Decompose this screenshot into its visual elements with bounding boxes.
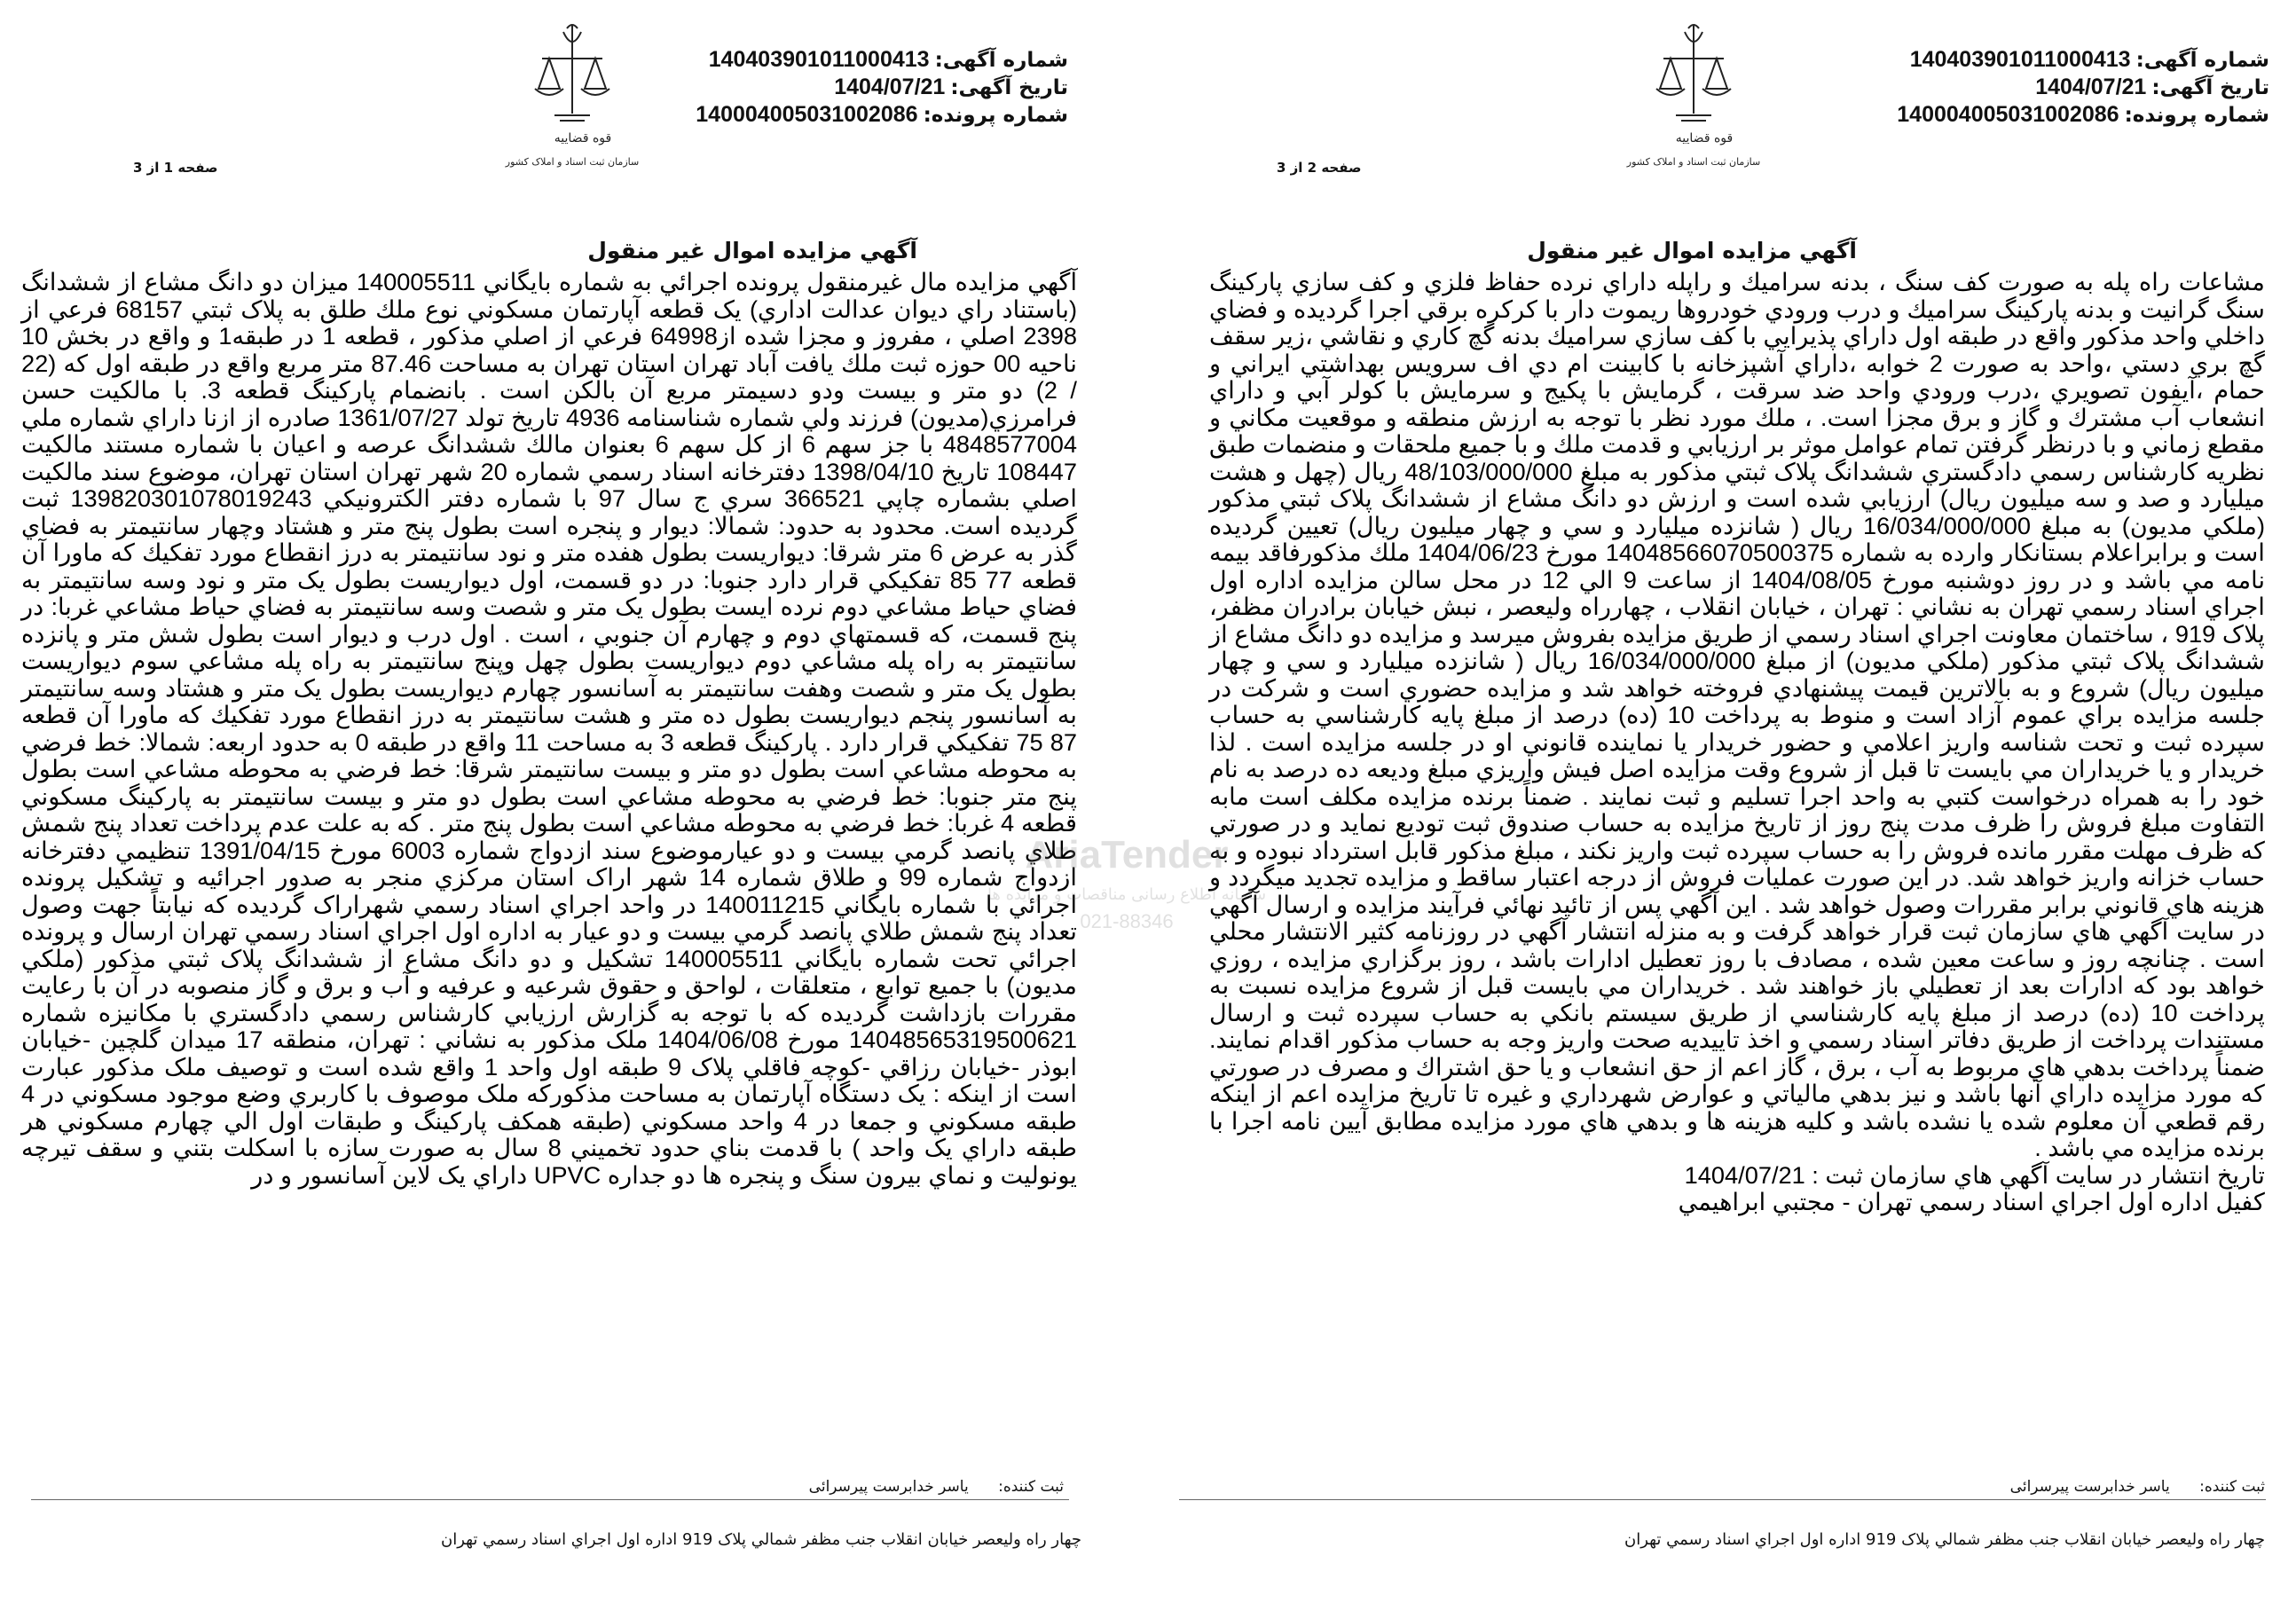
emblem-line2: سازمان ثبت اسناد و املاک کشور [1626,156,1761,168]
footer-address: چهار راه وليعصر خيابان انقلاب جنب مظفر شمالي پلاک 919 اداره اول اجراي اسناد رسمي تهران [440,1530,1081,1549]
footer-address: چهار راه وليعصر خيابان انقلاب جنب مظفر شمالي پلاک 919 اداره اول اجراي اسناد رسمي تهران [1624,1530,2265,1549]
notice-body-text: مشاعات راه پله به صورت كف سنگ ، بدنه سراميك و راپله داراي نرده حفاظ فلزي و كف سازي پاركينگ سنگ گرانيت و بدنه پاركينگ سراميك و درب ورودي خودروها ريموت دار با كركره برقي اجرا گرديده و فضاي داخلي واحد مذكور واقع در طبقه اول داراي پذيرايي با كف سازي سراميك بدنه گچ كاري و نقاشي ،زير سقف گچ بري دستي ،واحد به صورت 2 خوابه ،داراي آشپزخانه با كابينت ام دي اف سرويس بهداشتي ايراني و حمام ،آيفون تصويري ،درب ورودي واحد ضد سرقت ، گرمايش با پكيج و سرمايش با كولر آبي و داراي انشعاب آب مشترك و گاز و برق مجزا است. ، ملك مورد نظر با توجه به ارزش منطقه و موقعيت مكاني و مقطع زماني و با درنظر گرفتن تمام عوامل موثر بر ارزيابي و قدمت ملك و با جميع ملحقات و منضمات طبق نظريه كارشناس رسمي دادگستري ششدانگ پلاک ثبتي مذکور به مبلغ 48/103/000/000 ريال (چهل و هشت ميليارد و صد و سه ميليون ريال) ارزيابي شده است و ارزش دو دانگ مشاع از ششدانگ پلاک ثبتي مذکور (ملکي مديون) به مبلغ 16/034/000/000 ريال ( شانزده ميليارد و سي و چهار ميليون ريال) تعيين گرديده است و برابراعلام بستانكار وارده به شماره 14048566070500375 مورخ 1404/06/23 ملك مذكورفاقد بيمه نامه مي باشد و در روز دوشنبه مورخ 1404/08/05 از ساعت 9 الي 12 در محل سالن مزايده اداره اول اجراي اسناد رسمي تهران به نشاني : تهران ، خيابان انقلاب ، چهارراه وليعصر ، نبش خيابان برادران مظفر، پلاک 919 ، ساختمان معاونت اجراي اسناد رسمي از طريق مزايده بفروش ميرسد و مزايده دو دانگ مشاع از ششدانگ پلاک ثبتي مذکور (ملکي مديون) از مبلغ 16/034/000/000 ريال ( شانزده ميليارد و سي و چهار ميليون ريال) شروع و به بالاترين قيمت پيشنهادي فروخته خواهد شد و مزايده حضوري است و شركت در جلسه مزايده براي عموم آزاد است و منوط به پرداخت 10 (ده) درصد از مبلغ پايه كارشناسي به حساب سپرده ثبت و تحت شناسه واريز اعلامي و حضور خريدار يا نماينده قانوني او در جلسه مزايده است . لذا خريدار و يا خريداران مي بايست تا قبل از شروع وقت مزايده اصل فيش واريزي مبلغ وديعه ده درصد به نام خود را به همراه درخواست كتبي به واحد اجرا تسليم و ثبت نمايند . ضمناً برنده مزايده مكلف است مابه التفاوت مبلغ فروش را ظرف مدت پنج روز از تاريخ مزايده به حساب صندوق ثبت توديع نمايد و در صورتي كه ظرف مهلت مقرر مانده فروش را به حساب سپرده ثبت واريز نكند ، مبلغ مذكور قابل استرداد نبوده و به حساب خزانه واريز خواهد شد. در اين صورت عمليات فروش از درجه اعتبار ساقط و مزايده تجديد ميگردد و هزينه هاي قانوني برابر مقررات وصول خواهد شد . اين آگهي پس از تائيد نهائي فرآيند مزايده و ارسال آگهي در سايت آگهي هاي سازمان ثبت قرار خواهد گرفت و به منزله انتشار آگهي در روزنامه كثير الانتشار محلي است . چنانچه روز و ساعت معين شده ، مصادف با روز تعطيل ادارات باشد ، روز برگزاري مزايده ، روزي خواهد بود كه ادارات بعد از تعطيلي باز خواهند شد . خريداران مي بايست قبل از شروع مزايده نسبت به پرداخت 10 (ده) درصد از مبلغ پايه كارشناسي از طريق سيستم بانكي به حساب سپرده ثبت و ارسال مستندات پرداخت از طريق دفاتر اسناد رسمي و اخذ تاييديه صحت واريز وجه به حساب مذكور اقدام نمايند. ضمناً پرداخت بدهي هاي مربوط به آب ، برق ، گاز اعم از حق انشعاب و يا حق اشتراك و مصرف در صورتي كه مورد مزايده داراي آنها باشد و نيز بدهي مالياتي و عوارض شهرداري و غيره تا تاريخ مزايده اعم از اينكه رقم قطعي آن معلوم شده يا نشده باشد و كليه هزينه ها و بدهي هاي مورد مزايده مطابق آيين نامه اجرا با برنده مزايده مي باشد . [1209,268,2266,1161]
closing-line-publish-date: تاريخ انتشار در سايت آگهي هاي سازمان ثبت : 1404/07/21 [1684,1160,2265,1189]
footer-divider [1179,1499,2266,1500]
emblem-line1: قوه قضاییه [1675,131,1734,145]
meta-value: 140004005031002086 [696,102,918,127]
notice-title: آگهي مزايده اموال غير منقول [1527,238,1857,263]
meta-label: شماره پرونده: [923,104,1068,127]
watermark-line: سامانه اطلاع رسانی مناقصات و مزایده ها [987,885,1267,904]
notice-body-text: آگهي مزايده مال غيرمنقول پرونده اجرائي به شماره بايگاني 140005511 ميزان دو دانگ مشاع از ششدانگ (باستناد راي ديوان عدالت اداري) يک قطعه آپارتمان مسكوني نوع ملك طلق به پلاک ثبتي 68157 فرعي از 2398 اصلي ، مفروز و مجزا شده از64998 فرعي از اصلي مذكور ، قطعه 1 در طبقه1 و واقع در بخش 10 ناحيه 00 حوزه ثبت ملك يافت آباد تهران استان تهران به مساحت 87.46 متر مربع واقع در طبقه اول كه (22 / 2) دو متر و بيست ودو دسيمتر مربع آن بالكن است . بانضمام پاركينگ قطعه 3. با مالكيت حسن فرامرزي(مديون) فرزند ولي شماره شناسنامه 4936 تاريخ تولد 1361/07/27 صادره از ازنا داراي شماره ملي 4848577004 با جز سهم 6 از كل سهم 6 بعنوان مالك ششدانگ عرصه و اعيان با شماره مستند مالكيت 108447 تاريخ 1398/04/10 دفترخانه اسناد رسمي شماره 20 شهر تهران استان تهران، موضوع سند مالكيت اصلي بشماره چاپي 366521 سري ج سال 97 با شماره دفتر الكترونيكي 139820301078019243 ثبت گرديده است. محدود به حدود: شمالا: ديوار و پنجره است بطول پنج متر و هشتاد وچهار سانتيمتر به فضاي گذر به عرض 6 متر شرقا: ديواريست بطول هفده متر و نود سانتيمتر به درز انقطاع مورد تفكيك كه ماورا آن قطعه 77 85 تفكيكي قرار دارد جنوبا: در دو قسمت، اول ديواريست بطول يک متر و نود وسه سانتيمتر به فضاي حياط مشاعي دوم نرده ايست بطول يک متر و شصت وسه سانتيمتر به فضاي حياط مشاعي غربا: در پنج قسمت، كه قسمتهاي دوم و چهارم آن جنوبي ، است . اول درب و ديوار است بطول شش متر و پانزده سانتيمتر به راه پله مشاعي دوم ديواريست بطول چهل وپنج سانتيمتر به راه پله مشاعي سوم ديواريست بطول يک متر و شصت وهفت سانتيمتر به آسانسور چهارم ديواريست بطول يک متر و هشتاد وسه سانتيمتر به آسانسور پنجم ديواريست بطول ده متر و هشت سانتيمتر به درز انقطاع مورد تفكيك كه ماورا آن قطعه 87 75 تفكيكي قرار دارد . پاركينگ قطعه 3 به مساحت 11 واقع در طبقه 0 به حدود اربعه: شمالا: خط فرضي به محوطه مشاعي است بطول دو متر و بيست سانتيمتر شرقا: خط فرضي به محوطه مشاعي است بطول پنج متر جنوبا: خط فرضي به محوطه مشاعي است بطول دو متر و بيست سانتيمتر به پاركينگ مسكوني قطعه 4 غربا: خط فرضي به محوطه مشاعي است بطول پنج متر . كه به علت عدم پرداخت تعداد پنج شمش طلاي پانصد گرمي بيست و دو عيارموضوع سند ازدواج شماره 6003 مورخ 1391/04/15 تنظيمي دفترخانه ازدواج شماره 99 و طلاق شماره 14 شهر اراک استان مركزي منجر به صدور اجرائيه و تشكيل پرونده اجرائي با شماره بايگاني 140011215 در واحد اجراي اسناد رسمي شهراراک گرديده كه نيابتاً جهت وصول تعداد پنج شمش طلاي پانصد گرمي بيست و دو عيار به اداره اول اجراي اسناد رسمي تهران ارسال و پرونده اجرائي تحت شماره بايگاني 140005511 تشكيل و دو دانگ مشاع از ششدانگ پلاک ثبتي مذکور (ملکي مديون) با جميع توابع ، متعلقات ، لواحق و حقوق شرعيه و عرفيه و آب و برق و گاز منصوبه در آن با رعايت مقررات بازداشت گرديده كه با توجه به گزارش ارزيابي كارشناس رسمي دادگستري با مكانيزه شماره 14048565319500621 مورخ 1404/06/08 ملک مذکور به نشاني : تهران، منطقه 17 ميدان گلچين -خيابان ابوذر -خيابان رزاقي -كوچه فاقلي پلاک 9 طبقه اول واحد 1 واقع شده است و توصيف ملک مذکور عبارت است از اينكه : يک دستگاه آپارتمان به مساحت مذكوركه ملک موصوف با كاربري وضع موجود مسكوني در 4 طبقه مسكوني و جمعا در 4 واحد مسكوني (طبقه همكف پاركينگ و طبقات اول الي چهارم مسكوني هر طبقه داراي يک واحد ) با قدمت بناي حدود تخميني 8 سال به صورت سازه با اسكلت بتني و سقف تيرچه يونوليت و نماي بيرون سنگ و پنجره ها دو جداره UPVC داراي يک لاين آسانسور و در [21,268,1078,1189]
notice-body [1209,269,2265,1216]
judiciary-emblem [1626,16,1761,185]
meta-label: شماره پرونده: [2124,104,2269,127]
judiciary-emblem-icon [505,16,640,185]
footer-divider [31,1499,1069,1500]
meta-value: 140403901011000413 [1909,47,2131,72]
page-number: صفحه 1 از 3 [133,160,218,176]
meta-value: 140403901011000413 [708,47,930,72]
meta-row-notice-date [1897,74,2269,101]
notice-meta [1897,46,2269,129]
page-right [1148,0,2296,1619]
meta-row-notice-number [1897,46,2269,74]
meta-label: شماره آگهی: [2135,49,2269,72]
meta-row-file-number [1897,101,2269,129]
judiciary-emblem [505,16,640,185]
meta-label: تاریخ آگهی: [2151,76,2269,99]
meta-value: 1404/07/21 [2035,75,2147,99]
registrar-name: یاسر خدابرست پیرسرائی [808,1478,969,1496]
page-number: صفحه 2 از 3 [1277,160,1362,176]
closing-line-signatory: كفيل اداره اول اجراي اسناد رسمي تهران - مجتبي ابراهيمي [1678,1188,2265,1215]
emblem-line2: سازمان ثبت اسناد و املاک کشور [505,156,640,168]
notice-meta [696,46,1068,129]
notice-body [21,269,1077,1189]
meta-value: 140004005031002086 [1897,102,2119,127]
registrar [2010,1478,2265,1496]
meta-row-notice-date [696,74,1068,101]
registrar-name: یاسر خدابرست پیرسرائی [2009,1478,2170,1496]
registrar-label: ثبت کننده: [2199,1478,2265,1496]
emblem-line1: قوه قضاییه [554,131,612,145]
meta-value: 1404/07/21 [834,75,946,99]
meta-label: تاریخ آگهی: [950,76,1068,99]
watermark-phone: 021-88346 [1080,910,1174,932]
watermark-brand: AriaTender [1025,833,1229,876]
meta-label: شماره آگهی: [934,49,1068,72]
meta-row-notice-number [696,46,1068,74]
notice-title: آگهي مزايده اموال غير منقول [587,238,917,263]
meta-row-file-number [696,101,1068,129]
registrar [809,1478,1064,1496]
registrar-label: ثبت کننده: [998,1478,1064,1496]
judiciary-emblem-icon [1626,16,1761,185]
